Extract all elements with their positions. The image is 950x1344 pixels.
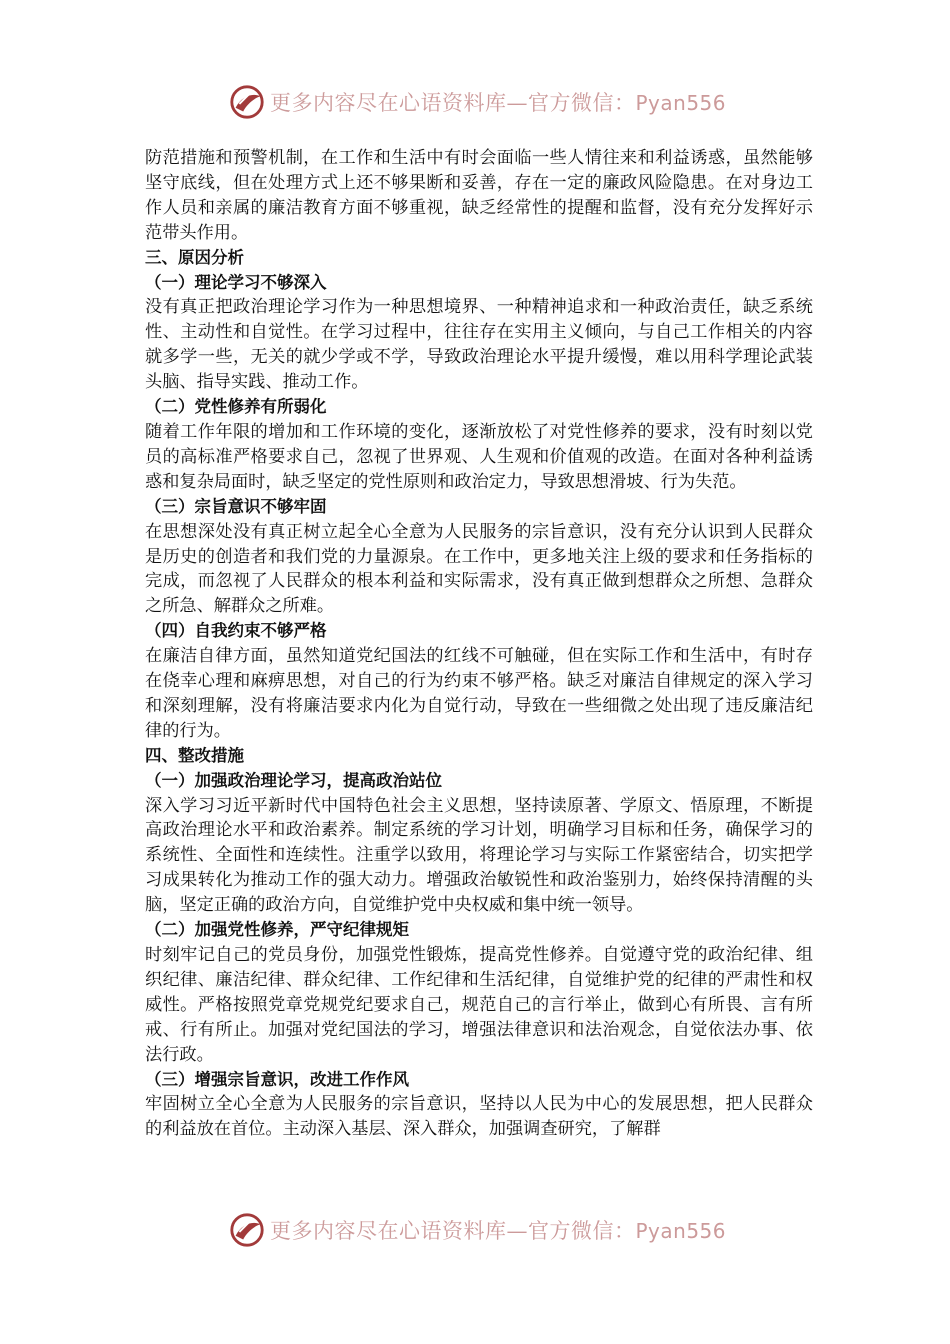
watermark-text: 更多内容尽在心语资料库—官方微信：Pyan556 xyxy=(270,1219,727,1243)
subsection-heading: （三）宗旨意识不够牢固 xyxy=(145,496,327,516)
section-heading: 三、原因分析 xyxy=(145,247,244,267)
header-watermark xyxy=(228,82,748,122)
paragraph: 时刻牢记自己的党员身份，加强党性锻炼，提高党性修养。自觉遵守党的政治纪律、组织纪律、廉洁纪律、群众纪律、工作纪律和生活纪律，自觉维护党的纪律的严肃性和权威性。严格按照党章党规党纪要求自己，规范自己的言行举止，做到心有所畏、言有所戒、行有所止。加强对党纪国法的学习，增强法律意识和法治观念，自觉依法办事、依法行政。 xyxy=(145,945,813,1065)
document-body xyxy=(145,146,813,1142)
footer-watermark xyxy=(228,1210,748,1250)
subsection-heading: （三）增强宗旨意识，改进工作作风 xyxy=(145,1069,409,1089)
paragraph: 深入学习习近平新时代中国特色社会主义思想，坚持读原著、学原文、悟原理，不断提高政治理论水平和政治素养。制定系统的学习计划，明确学习目标和任务，确保学习的系统性、全面性和连续性。注重学以致用，将理论学习与实际工作紧密结合，切实把学习成果转化为推动工作的强大动力。增强政治敏锐性和政治鉴别力，始终保持清醒的头脑，坚定正确的政治方向，自觉维护党中央权威和集中统一领导。 xyxy=(145,795,813,916)
paragraph: 在廉洁自律方面，虽然知道党纪国法的红线不可触碰，但在实际工作和生活中，有时存在侥幸心理和麻痹思想，对自己的行为约束不够严格。缺乏对廉洁自律规定的深入学习和深刻理解，没有将廉洁要求内化为自觉行动，导致在一些细微之处出现了违反廉洁纪律的行为。 xyxy=(145,646,813,741)
paragraph: 防范措施和预警机制，在工作和生活中有时会面临一些人情往来和利益诱惑，虽然能够坚守底线，但在处理方式上还不够果断和妥善，存在一定的廉政风险隐患。在对身边工作人员和亲属的廉洁教育方面不够重视，缺乏经常性的提醒和监督，没有充分发挥好示范带头作用。 xyxy=(145,148,813,243)
paragraph: 随着工作年限的增加和工作环境的变化，逐渐放松了对党性修养的要求，没有时刻以党员的高标准严格要求自己，忽视了世界观、人生观和价值观的改造。在面对各种利益诱惑和复杂局面时，缺乏坚定的党性原则和政治定力，导致思想滑坡、行为失范。 xyxy=(145,421,813,492)
subsection-heading: （四）自我约束不够严格 xyxy=(145,621,327,641)
paragraph: 没有真正把政治理论学习作为一种思想境界、一种精神追求和一种政治责任，缺乏系统性、主动性和自觉性。在学习过程中，往往存在实用主义倾向，与自己工作相关的内容就多学一些，无关的就少学或不学，导致政治理论水平提升缓慢，难以用科学理论武装头脑、指导实践、推动工作。 xyxy=(145,297,813,393)
subsection-heading: （二）党性修养有所弱化 xyxy=(145,397,327,417)
paragraph: 牢固树立全心全意为人民服务的宗旨意识，坚持以人民为中心的发展思想，把人民群众的利益放在首位。主动深入基层、深入群众，加强调查研究，了解群 xyxy=(145,1094,813,1140)
swirl-logo-icon xyxy=(228,1211,266,1249)
paragraph: 在思想深处没有真正树立起全心全意为人民服务的宗旨意识，没有充分认识到人民群众是历史的创造者和我们党的力量源泉。在工作中，更多地关注上级的要求和任务指标的完成，而忽视了人民群众的根本利益和实际需求，没有真正做到想群众之所想、急群众之所急、解群众之所难。 xyxy=(145,521,813,617)
subsection-heading: （一）加强政治理论学习，提高政治站位 xyxy=(145,770,442,790)
watermark-text: 更多内容尽在心语资料库—官方微信：Pyan556 xyxy=(270,91,727,115)
subsection-heading: （一）理论学习不够深入 xyxy=(145,272,327,292)
subsection-heading: （二）加强党性修养，严守纪律规矩 xyxy=(145,920,409,940)
section-heading: 四、整改措施 xyxy=(145,745,244,765)
swirl-logo-icon xyxy=(228,83,266,121)
